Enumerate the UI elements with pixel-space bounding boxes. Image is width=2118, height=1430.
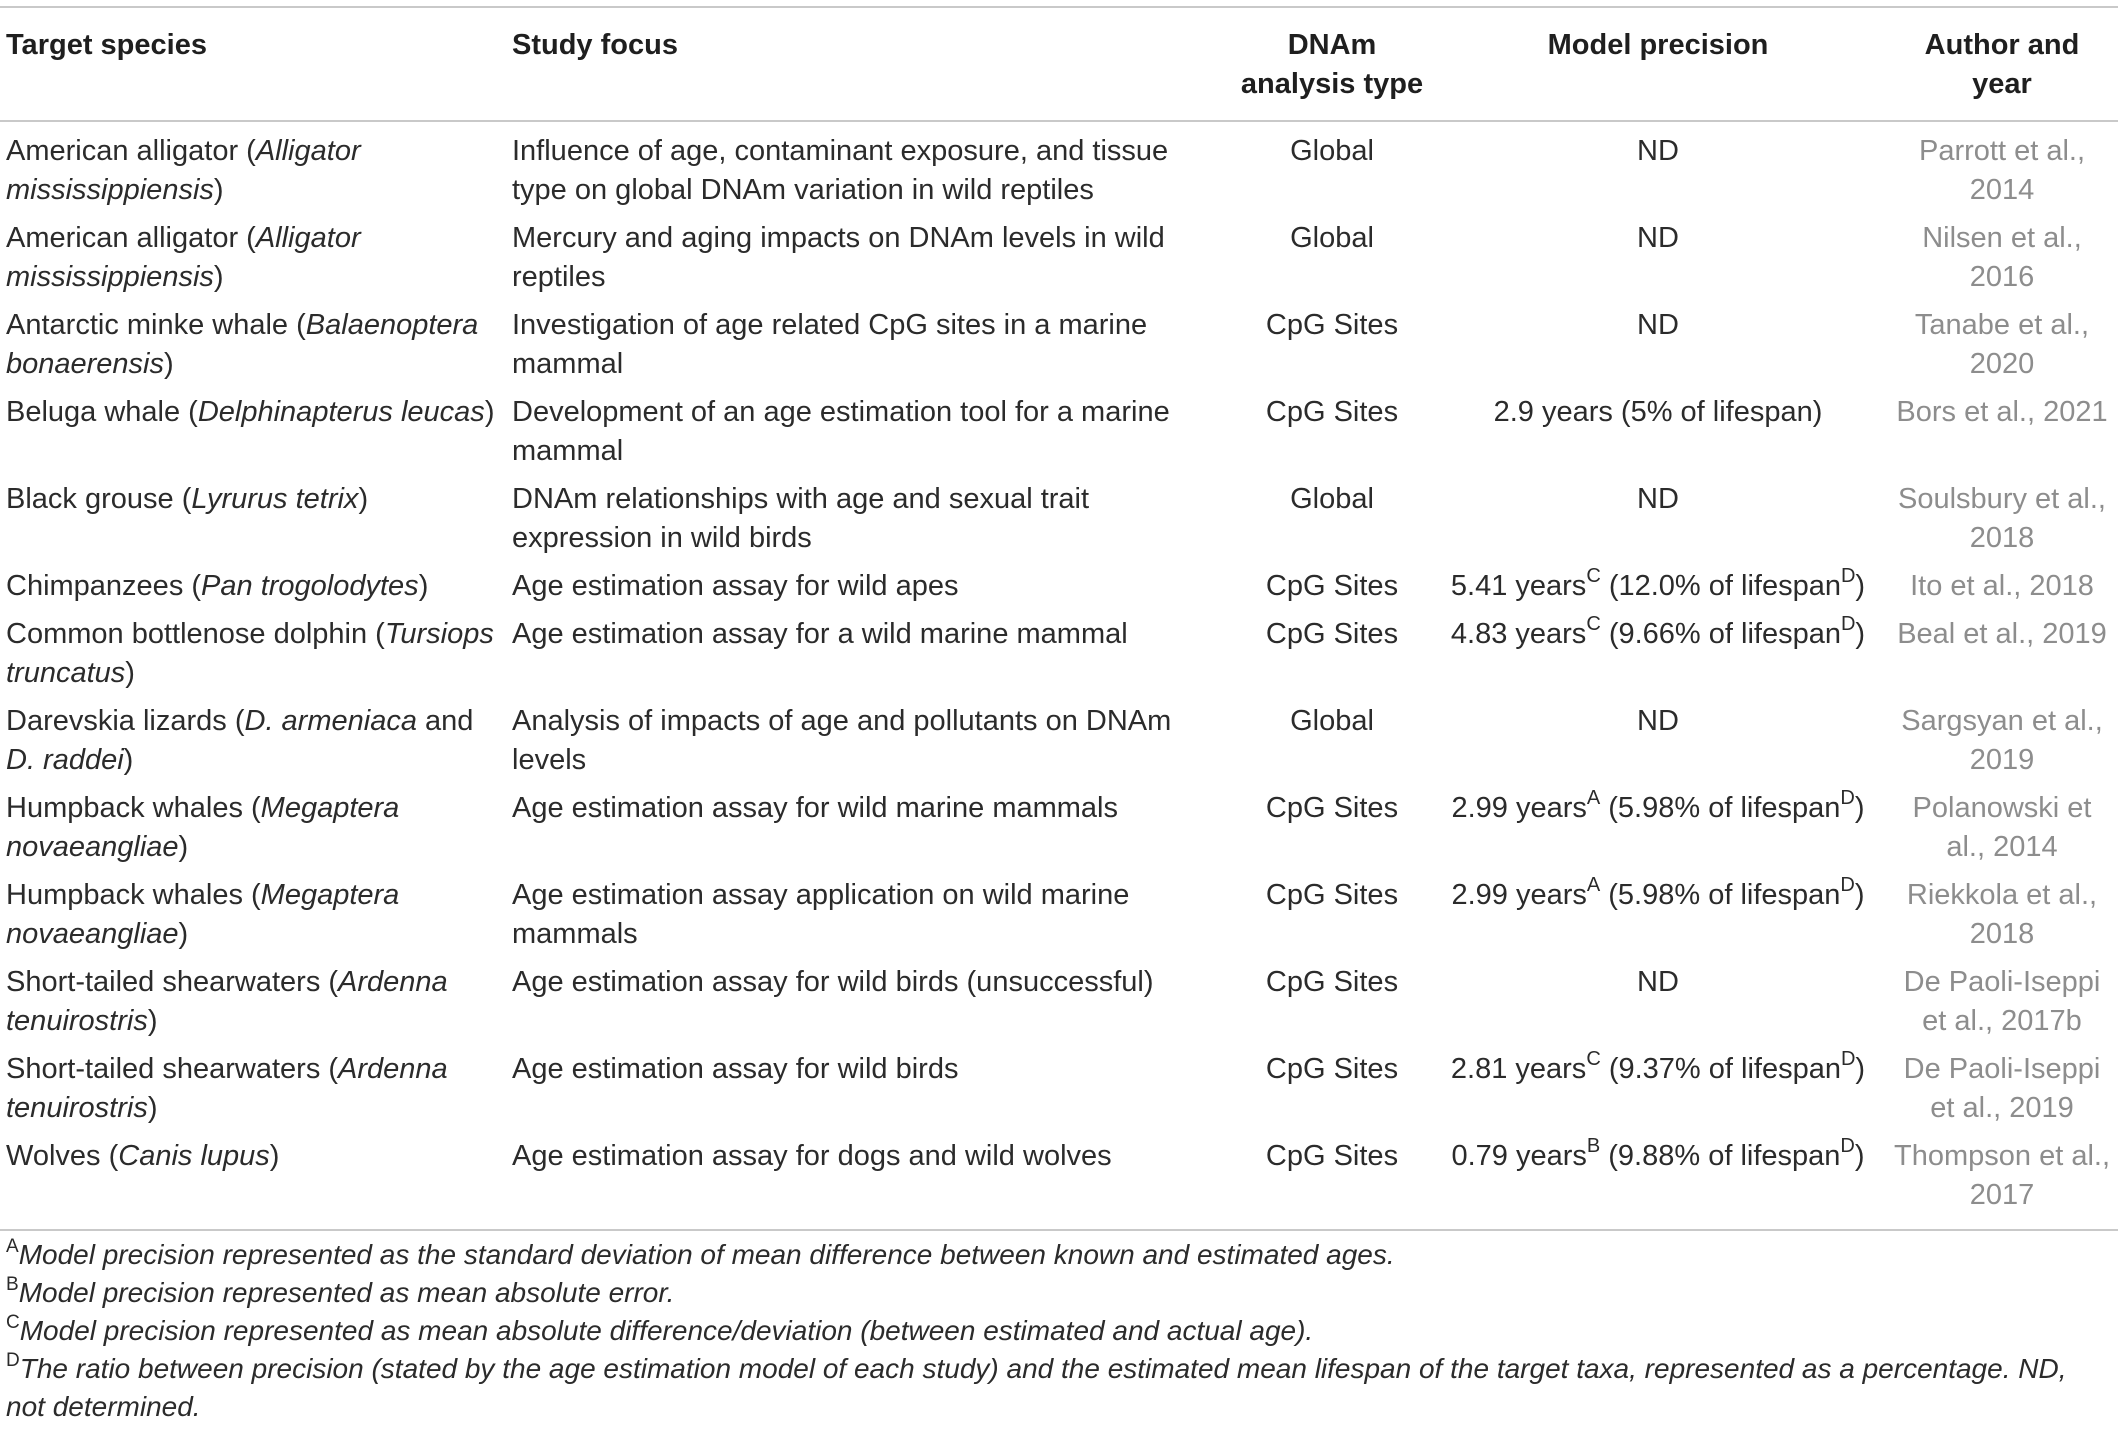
cell-study-focus: Age estimation assay for a wild marine mammal xyxy=(512,618,1128,650)
species-common-name: Humpback whales ( xyxy=(6,792,261,824)
lifespan-close: ) xyxy=(1854,879,1865,911)
cell-target-species xyxy=(0,480,506,567)
species-common-name: Wolves ( xyxy=(6,1140,119,1172)
species-latin-name: D. armeniaca xyxy=(244,705,417,737)
table-row xyxy=(0,702,2118,789)
cell-model-precision xyxy=(1430,1137,1886,1230)
cell-model-precision xyxy=(1430,789,1886,876)
lifespan-close: ) xyxy=(1855,1053,1866,1085)
precision-value: 2.81 years xyxy=(1450,1053,1587,1085)
lifespan-close: ) xyxy=(1855,570,1866,602)
cell-study-focus: Investigation of age related CpG sites in a marine mammal xyxy=(512,309,1148,380)
cell-model-precision xyxy=(1430,615,1886,702)
cell-study-focus: Age estimation assay for wild apes xyxy=(512,570,959,602)
precision-value: 2.9 years (5% of lifespan) xyxy=(1493,396,1823,428)
footnote-mark: C xyxy=(1586,565,1601,588)
species-suffix: ) xyxy=(164,348,174,380)
cell-study-focus: Age estimation assay for dogs and wild wolves xyxy=(512,1140,1112,1172)
footnote-mark: A xyxy=(1586,787,1601,810)
cell-analysis-type: CpG Sites xyxy=(1265,792,1399,824)
species-latin-name: Alligator mississippiensis xyxy=(6,222,361,293)
precision-value: 4.83 years xyxy=(1450,618,1587,650)
footnote-mark: C xyxy=(6,1311,20,1333)
species-common-name: Short-tailed shearwaters ( xyxy=(6,1053,339,1085)
footnote-mark: B xyxy=(1586,1135,1601,1158)
cell-analysis-type: CpG Sites xyxy=(1265,1053,1399,1085)
cell-author-year: Riekkola et al., 2018 xyxy=(1906,879,2098,950)
species-suffix: ) xyxy=(213,174,224,206)
lifespan-percent: (5.98% of lifespan xyxy=(1600,792,1841,824)
cell-target-species xyxy=(0,963,506,1050)
cell-analysis-type: CpG Sites xyxy=(1265,966,1399,998)
cell-model-precision xyxy=(1430,1050,1886,1137)
lifespan-percent: (12.0% of lifespan xyxy=(1600,570,1841,602)
species-suffix: ) xyxy=(484,396,495,428)
cell-model-precision xyxy=(1430,963,1886,1050)
table-row xyxy=(0,219,2118,306)
cell-target-species xyxy=(0,876,506,963)
species-common-name: Beluga whale ( xyxy=(6,396,198,428)
species-latin-name: Lyrurus tetrix xyxy=(191,483,359,515)
species-common-name: American alligator ( xyxy=(6,135,256,167)
cell-target-species xyxy=(0,393,506,480)
table-row xyxy=(0,876,2118,963)
precision-value: ND xyxy=(1637,135,1679,167)
species-suffix: and xyxy=(416,705,474,737)
cell-study-focus: Age estimation assay for wild birds xyxy=(512,1053,959,1085)
precision-value: ND xyxy=(1637,483,1679,515)
cell-target-species xyxy=(0,789,506,876)
footnote-text: Model precision represented as the standard deviation of mean difference between known and estimated ages. xyxy=(18,1239,1395,1270)
precision-value: ND xyxy=(1637,966,1679,998)
footnotes xyxy=(6,1236,2110,1426)
table-row xyxy=(0,615,2118,702)
header-target-species: Target species xyxy=(6,29,207,61)
footnote xyxy=(6,1274,2110,1312)
footnote-mark: D xyxy=(1840,1048,1856,1071)
footnote xyxy=(6,1236,2110,1274)
species-common-name: Darevskia lizards ( xyxy=(6,705,245,737)
cell-model-precision xyxy=(1430,567,1886,615)
lifespan-percent: (5.98% of lifespan xyxy=(1600,879,1841,911)
table-row xyxy=(0,393,2118,480)
species-suffix: ) xyxy=(125,657,135,689)
header-model-precision: Model precision xyxy=(1547,29,1769,61)
precision-value: 2.99 years xyxy=(1451,792,1587,824)
species-latin-name: Delphinapterus leucas xyxy=(197,396,485,428)
table-row xyxy=(0,121,2118,219)
cell-analysis-type: Global xyxy=(1290,135,1374,167)
cell-analysis-type: Global xyxy=(1290,705,1374,737)
species-latin-name: Pan trogolodytes xyxy=(201,570,419,602)
cell-model-precision xyxy=(1430,219,1886,306)
species-suffix: ) xyxy=(147,1005,158,1037)
species-latin-name: Megaptera novaeangliae xyxy=(6,879,400,950)
cell-target-species xyxy=(0,306,506,393)
table-row xyxy=(0,567,2118,615)
species-common-name: Chimpanzees ( xyxy=(6,570,202,602)
species-suffix: ) xyxy=(178,831,189,863)
precision-value: ND xyxy=(1637,309,1679,341)
cell-target-species xyxy=(0,615,506,702)
footnote xyxy=(6,1350,2110,1426)
cell-analysis-type: Global xyxy=(1290,483,1374,515)
lifespan-percent: (9.88% of lifespan xyxy=(1600,1140,1841,1172)
cell-study-focus: DNAm relationships with age and sexual trait expression in wild birds xyxy=(512,483,1090,554)
cell-model-precision xyxy=(1430,121,1886,219)
cell-study-focus: Age estimation assay for wild marine mammals xyxy=(512,792,1118,824)
table-body xyxy=(0,121,2118,1230)
table-row xyxy=(0,480,2118,567)
species-latin-name: Megaptera novaeangliae xyxy=(6,792,400,863)
cell-model-precision xyxy=(1430,306,1886,393)
lifespan-close: ) xyxy=(1855,618,1866,650)
header-author-year: Author and year xyxy=(1924,29,2080,100)
footnote-text: The ratio between precision (stated by the age estimation model of each study) and the estimated mean lifespan of the target taxa, represented as a percentage. ND, not determined. xyxy=(6,1353,2067,1422)
cell-model-precision xyxy=(1430,876,1886,963)
table-row xyxy=(0,306,2118,393)
cell-author-year: Beal et al., 2019 xyxy=(1897,618,2107,650)
cell-author-year: Soulsbury et al., 2018 xyxy=(1898,483,2106,554)
header-analysis-type: DNAm analysis type xyxy=(1240,29,1424,100)
cell-author-year: Ito et al., 2018 xyxy=(1910,570,2094,602)
footnote-mark: D xyxy=(6,1349,20,1371)
species-suffix: ) xyxy=(213,261,224,293)
cell-author-year: Sargsyan et al., 2019 xyxy=(1901,705,2103,776)
footnote-mark: C xyxy=(1586,1048,1601,1071)
species-latin-name: Canis lupus xyxy=(118,1140,270,1172)
species-suffix: ) xyxy=(358,483,369,515)
species-common-name: Short-tailed shearwaters ( xyxy=(6,966,339,998)
footnote-mark: D xyxy=(1840,1135,1855,1158)
species-suffix: ) xyxy=(147,1092,158,1124)
cell-target-species xyxy=(0,702,506,789)
table-row xyxy=(0,1050,2118,1137)
cell-author-year: Tanabe et al., 2020 xyxy=(1914,309,2090,380)
species-common-name: Humpback whales ( xyxy=(6,879,261,911)
species-suffix: ) xyxy=(418,570,429,602)
cell-study-focus: Age estimation assay for wild birds (unsuccessful) xyxy=(512,966,1154,998)
cell-study-focus: Analysis of impacts of age and pollutants on DNAm levels xyxy=(512,705,1172,776)
table-row xyxy=(0,1137,2118,1230)
cell-target-species xyxy=(0,567,506,615)
cell-analysis-type: CpG Sites xyxy=(1265,1140,1399,1172)
cell-model-precision xyxy=(1430,702,1886,789)
cell-target-species xyxy=(0,121,506,219)
cell-author-year: De Paoli-Iseppi et al., 2017b xyxy=(1903,966,2101,1037)
cell-author-year: Thompson et al., 2017 xyxy=(1894,1140,2110,1211)
footnote-mark: D xyxy=(1840,874,1855,897)
cell-study-focus: Age estimation assay application on wild marine mammals xyxy=(512,879,1130,950)
species-suffix: ) xyxy=(123,744,134,776)
species-latin-name: Balaenoptera bonaerensis xyxy=(6,309,479,380)
species-latin-name: D. raddei xyxy=(6,744,124,776)
cell-analysis-type: CpG Sites xyxy=(1265,618,1399,650)
precision-value: 5.41 years xyxy=(1450,570,1587,602)
footnote-text: Model precision represented as mean absolute error. xyxy=(18,1277,675,1308)
species-common-name: Common bottlenose dolphin ( xyxy=(6,618,385,650)
cell-author-year: Nilsen et al., 2016 xyxy=(1922,222,2082,293)
lifespan-percent: (9.66% of lifespan xyxy=(1600,618,1841,650)
footnote-mark: D xyxy=(1840,613,1856,636)
species-table xyxy=(0,6,2118,1231)
species-latin-name: Alligator mississippiensis xyxy=(6,135,361,206)
cell-analysis-type: CpG Sites xyxy=(1265,879,1399,911)
species-common-name: Antarctic minke whale ( xyxy=(6,309,306,341)
species-latin-name: Ardenna tenuirostris xyxy=(6,966,448,1037)
cell-author-year: De Paoli-Iseppi et al., 2019 xyxy=(1903,1053,2101,1124)
cell-target-species xyxy=(0,1050,506,1137)
cell-analysis-type: Global xyxy=(1290,222,1374,254)
cell-analysis-type: CpG Sites xyxy=(1265,570,1399,602)
cell-model-precision xyxy=(1430,393,1886,480)
cell-analysis-type: CpG Sites xyxy=(1265,396,1399,428)
precision-value: ND xyxy=(1637,705,1679,737)
table-row xyxy=(0,789,2118,876)
table-header xyxy=(0,7,2118,121)
species-suffix: ) xyxy=(269,1140,280,1172)
precision-value: 2.99 years xyxy=(1451,879,1587,911)
cell-author-year: Polanowski et al., 2014 xyxy=(1912,792,2092,863)
species-common-name: Black grouse ( xyxy=(6,483,192,515)
cell-author-year: Bors et al., 2021 xyxy=(1896,396,2108,428)
species-latin-name: Tursiops truncatus xyxy=(6,618,494,689)
lifespan-close: ) xyxy=(1854,792,1865,824)
footnote-mark: A xyxy=(6,1235,19,1257)
precision-value: ND xyxy=(1637,222,1679,254)
cell-study-focus: Development of an age estimation tool for a marine mammal xyxy=(512,396,1170,467)
header-row xyxy=(0,7,2118,121)
footnote-mark: D xyxy=(1840,787,1855,810)
species-latin-name: Ardenna tenuirostris xyxy=(6,1053,448,1124)
table-row xyxy=(0,963,2118,1050)
species-suffix: ) xyxy=(178,918,189,950)
footnote xyxy=(6,1312,2110,1350)
footnote-text: Model precision represented as mean absolute difference/deviation (between estimated and actual age). xyxy=(19,1315,1314,1346)
footnote-mark: B xyxy=(6,1273,19,1295)
cell-model-precision xyxy=(1430,480,1886,567)
lifespan-close: ) xyxy=(1854,1140,1865,1172)
cell-study-focus: Influence of age, contaminant exposure, and tissue type on global DNAm variation in wild reptiles xyxy=(512,135,1169,206)
header-study-focus: Study focus xyxy=(512,29,678,61)
cell-study-focus: Mercury and aging impacts on DNAm levels in wild reptiles xyxy=(512,222,1165,293)
footnote-mark: A xyxy=(1586,874,1601,897)
cell-target-species xyxy=(0,1137,506,1230)
precision-value: 0.79 years xyxy=(1451,1140,1587,1172)
cell-target-species xyxy=(0,219,506,306)
species-common-name: American alligator ( xyxy=(6,222,256,254)
footnote-mark: C xyxy=(1586,613,1601,636)
cell-analysis-type: CpG Sites xyxy=(1265,309,1399,341)
footnote-mark: D xyxy=(1840,565,1856,588)
lifespan-percent: (9.37% of lifespan xyxy=(1600,1053,1841,1085)
cell-author-year: Parrott et al., 2014 xyxy=(1918,135,2085,206)
